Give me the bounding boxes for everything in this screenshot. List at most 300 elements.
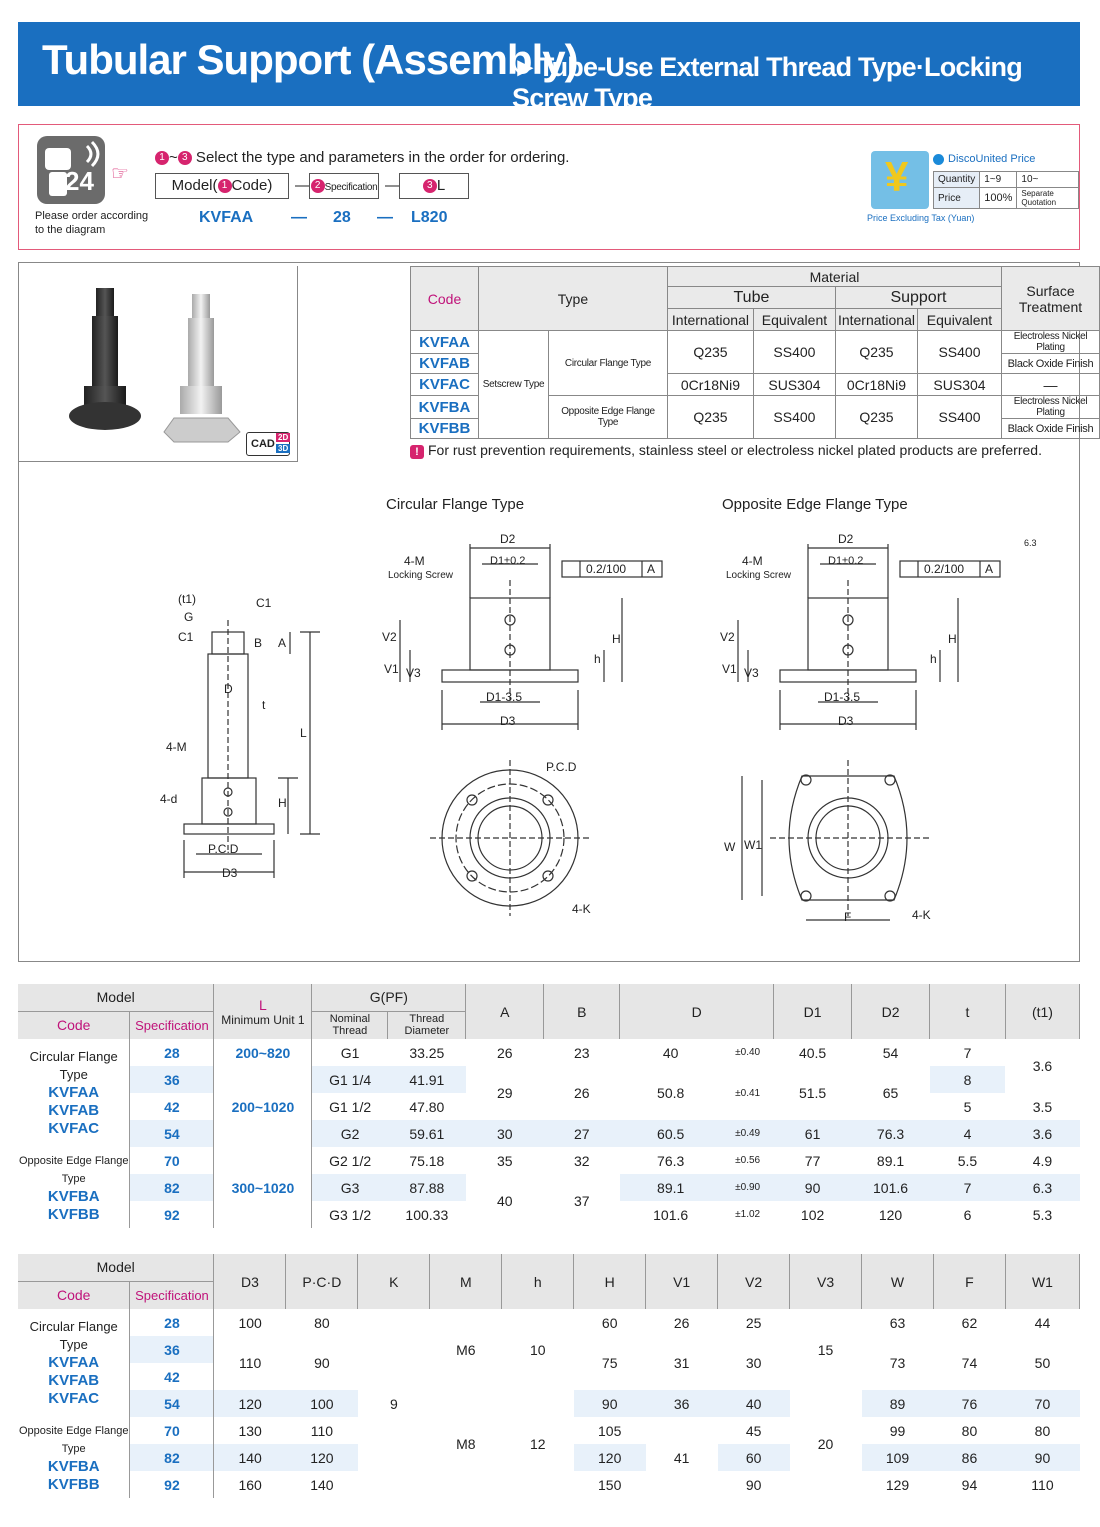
pointing-hand-icon: ☞ — [111, 163, 129, 185]
t-cell: 7 — [930, 1174, 1006, 1201]
l-range-cell: 300~1020 — [214, 1147, 312, 1228]
v2-cell: 60 — [718, 1444, 790, 1471]
th-k: K — [358, 1254, 430, 1309]
b-cell: 32 — [573, 1152, 590, 1169]
diameter-cell: 87.88 — [388, 1174, 466, 1201]
cad-3d: 3D — [278, 444, 289, 453]
mat-cell: SS400 — [918, 396, 1002, 439]
box1-prefix: Model( — [171, 177, 218, 194]
group-code: KVFBB — [47, 1475, 100, 1493]
spec-cell: 42 — [130, 1093, 214, 1120]
th-w: W — [862, 1254, 934, 1309]
label-4m-locking: 4-M — [404, 554, 425, 568]
label-v1: V1 — [384, 662, 399, 676]
th-d2: D2 — [852, 984, 930, 1039]
box3-label: L — [436, 177, 446, 194]
l-range-cell: 200~820 — [214, 1039, 312, 1066]
circular-type: Circular Flange Type — [549, 331, 668, 396]
example-dash-1: — — [291, 209, 307, 226]
b-cell: 27 — [544, 1120, 620, 1147]
th-m: M — [430, 1254, 502, 1309]
th-f: F — [933, 1254, 1005, 1309]
group-circular — [18, 1309, 130, 1417]
label-v2: V2 — [720, 630, 735, 644]
col-tube-equiv: Equivalent — [753, 309, 835, 331]
label-t1: (t1) — [178, 592, 196, 606]
w1-cell: 90 — [1005, 1444, 1079, 1471]
group-code: KVFAC — [48, 1390, 100, 1407]
col-code: Code — [411, 267, 479, 331]
d2-cell: 120 — [878, 1206, 903, 1223]
col-support-intl: International — [835, 309, 917, 331]
f-cell: 94 — [961, 1476, 978, 1493]
th-code: Code — [18, 1281, 130, 1309]
box1-num: 1 — [218, 179, 232, 193]
th-spec: Specification — [130, 1011, 214, 1039]
v1-cell: 41 — [673, 1449, 690, 1466]
order-note-line1: Please order according — [35, 210, 149, 222]
d3-cell: 100 — [238, 1314, 262, 1331]
mat-cell: 0Cr18Ni9 — [835, 374, 917, 396]
roughness-symbol: 6.3 — [1024, 538, 1037, 548]
w1-cell: 110 — [1031, 1476, 1054, 1493]
page-title: Tubular Support (Assembly) — [42, 36, 578, 83]
d-cell: 89.1 — [620, 1174, 722, 1201]
t1-cell: 4.9 — [1032, 1152, 1053, 1169]
mat-cell: SUS304 — [753, 374, 835, 396]
surface-cell: Black Oxide Finish — [1002, 419, 1100, 439]
label-datum: A — [985, 562, 994, 576]
d-cell: 101.6 — [653, 1206, 689, 1223]
h-cell: 60 — [601, 1314, 618, 1331]
range-sep: ~ — [169, 149, 178, 166]
h-small-cell: 12 — [502, 1390, 574, 1498]
d2-cell: 89.1 — [876, 1152, 905, 1169]
b-cell: 26 — [544, 1066, 620, 1120]
label-t: t — [262, 698, 266, 712]
th-nominal: Nominal Thread — [312, 1011, 388, 1039]
label-l: L — [300, 726, 307, 740]
label-h-small: h — [930, 652, 937, 666]
f-cell: 86 — [933, 1444, 1005, 1471]
th-diameter: Thread Diameter — [388, 1011, 466, 1039]
label-d1: D1±0.2 — [828, 555, 864, 567]
opposite-type: Opposite Edge Flange Type — [549, 396, 668, 439]
h-cell: 75 — [574, 1336, 646, 1390]
quantity-label: Quantity — [934, 172, 980, 188]
label-h-small: h — [594, 652, 601, 666]
col-material: Material — [667, 267, 1001, 287]
group-circular-label: Circular Flange Type — [29, 1319, 118, 1352]
label-locking-screw: Locking Screw — [726, 570, 792, 581]
th-t: t — [930, 984, 1006, 1039]
th-spec: Specification — [130, 1281, 214, 1309]
example-spec: 28 — [333, 209, 351, 226]
nominal-cell: G2 1/2 — [329, 1152, 372, 1169]
f-cell: 80 — [961, 1422, 978, 1439]
example-length: L820 — [411, 209, 448, 226]
t-cell: 5.5 — [957, 1152, 978, 1169]
mat-cell: Q235 — [667, 331, 753, 374]
dash-1: — — [295, 177, 310, 194]
group-code: KVFAA — [48, 1084, 100, 1101]
v3-cell: 20 — [790, 1390, 862, 1498]
group-code: KVFAC — [48, 1120, 100, 1137]
label-h: H — [612, 632, 621, 646]
w1-cell: 80 — [1034, 1422, 1051, 1439]
surface-cell: — — [1002, 374, 1100, 396]
label-d2: D2 — [500, 532, 516, 546]
diameter-cell: 33.25 — [409, 1044, 445, 1061]
d3-cell: 120 — [214, 1390, 286, 1417]
label-d1: D1±0.2 — [490, 555, 526, 567]
d2-cell: 101.6 — [852, 1174, 930, 1201]
example-dash-2: — — [377, 209, 393, 226]
th-v1: V1 — [646, 1254, 718, 1309]
spec-cell: 28 — [130, 1039, 214, 1066]
label-d: D — [224, 682, 233, 696]
w1-cell: 70 — [1005, 1390, 1079, 1417]
th-w1: W1 — [1005, 1254, 1079, 1309]
pcd-cell: 120 — [286, 1444, 358, 1471]
group-code: KVFBA — [47, 1457, 100, 1475]
w-cell: 129 — [885, 1476, 910, 1493]
label-v3: V3 — [406, 666, 421, 680]
diameter-cell: 47.80 — [409, 1098, 445, 1115]
example-code: KVFAA — [199, 209, 254, 226]
a-cell: 30 — [466, 1120, 544, 1147]
label-a: A — [278, 636, 287, 650]
pcd-cell: 140 — [310, 1476, 334, 1493]
w1-cell: 44 — [1034, 1314, 1051, 1331]
box2-label: Specification — [324, 182, 378, 193]
circular-drawing-title: Circular Flange Type — [386, 496, 525, 513]
label-4k: 4-K — [572, 902, 591, 916]
d-tol-cell: ±1.02 — [735, 1209, 761, 1220]
quantity-value: 1~9 — [980, 172, 1017, 188]
label-h: H — [278, 796, 287, 810]
code-cell: KVFAC — [411, 374, 479, 396]
t1-cell: 5.3 — [1032, 1206, 1053, 1223]
d3-cell: 110 — [214, 1336, 286, 1390]
d-cell: 76.3 — [657, 1152, 685, 1169]
t-cell: 7 — [963, 1044, 972, 1061]
label-pcd: P.C.D — [208, 842, 239, 856]
spec-cell: 36 — [130, 1066, 214, 1093]
label-b: B — [254, 636, 263, 650]
d2-cell: 76.3 — [852, 1120, 930, 1147]
page-subtitle: ►Tube-Use External Thread Type·Locking Screw Type — [512, 52, 1022, 113]
d-cell: 50.8 — [620, 1066, 722, 1120]
th-d: D — [620, 984, 774, 1039]
v2-cell: 45 — [745, 1422, 762, 1439]
warning-icon: ! — [410, 445, 424, 459]
col-surface-l2: Treatment — [1018, 298, 1083, 315]
b-cell: 37 — [544, 1174, 620, 1228]
label-c1: C1 — [178, 630, 194, 644]
d3-cell: 160 — [238, 1476, 262, 1493]
pcd-cell: 110 — [310, 1422, 334, 1439]
group-circular — [18, 1039, 130, 1147]
mat-cell: Q235 — [667, 396, 753, 439]
col-tube: Tube — [667, 287, 835, 309]
step-3-badge: 3 — [178, 151, 192, 165]
group-opposite — [18, 1147, 130, 1228]
col-type: Type — [479, 267, 668, 331]
t1-cell: 3.6 — [1032, 1058, 1053, 1074]
opposite-drawing-title: Opposite Edge Flange Type — [722, 496, 908, 513]
t1-cell: 3.5 — [1032, 1098, 1053, 1115]
spec-cell: 70 — [130, 1417, 214, 1444]
d2-cell: 65 — [852, 1066, 930, 1120]
col-surface-l1: Surface — [1026, 282, 1075, 299]
code-cell: KVFBA — [411, 396, 479, 419]
a-cell: 29 — [466, 1066, 544, 1120]
t-cell: 8 — [930, 1066, 1006, 1093]
d1-cell: 51.5 — [774, 1066, 852, 1120]
label-g: G — [184, 610, 194, 624]
spec-cell: 36 — [130, 1336, 214, 1363]
price-label: Price — [934, 188, 980, 209]
th-model: Model — [18, 1254, 214, 1281]
h-cell: 105 — [598, 1422, 622, 1439]
d1-cell: 61 — [774, 1120, 852, 1147]
a-cell: 35 — [497, 1152, 513, 1169]
instruction-text: Select the type and parameters in the order for ordering. — [191, 149, 570, 166]
mat-cell: Q235 — [835, 331, 917, 374]
d1-cell: 102 — [800, 1206, 825, 1223]
diameter-cell: 75.18 — [409, 1152, 445, 1169]
d3-cell: 140 — [214, 1444, 286, 1471]
th-d3: D3 — [214, 1254, 286, 1309]
m-cell: M6 — [456, 1341, 476, 1358]
group-code: KVFAA — [48, 1354, 100, 1371]
nominal-cell: G3 — [312, 1174, 388, 1201]
label-v3: V3 — [744, 666, 759, 680]
dimension-table-1 — [18, 984, 1080, 1228]
label-w: W — [724, 840, 736, 854]
phone-badge-text: 24 — [65, 166, 94, 196]
label-d3: D3 — [222, 866, 238, 880]
m-cell: M8 — [430, 1390, 502, 1498]
h-cell: 90 — [574, 1390, 646, 1417]
d1-cell: 77 — [804, 1152, 821, 1169]
label-4d: 4-d — [160, 792, 178, 806]
setscrew-type: Setscrew Type — [479, 331, 549, 439]
mat-cell: SUS304 — [918, 374, 1002, 396]
spec-cell: 54 — [130, 1390, 214, 1417]
l-range-cell: 200~1020 — [214, 1066, 312, 1147]
dash-2: — — [385, 177, 400, 194]
h-cell: 150 — [598, 1476, 622, 1493]
t-cell: 6 — [963, 1206, 972, 1223]
label-h: H — [948, 632, 957, 646]
nominal-cell: G1 1/2 — [329, 1098, 372, 1115]
col-support: Support — [835, 287, 1001, 309]
nominal-cell: G1 1/4 — [312, 1066, 388, 1093]
col-tube-intl: International — [667, 309, 753, 331]
v2-cell: 40 — [718, 1390, 790, 1417]
nominal-cell: G3 1/2 — [329, 1206, 372, 1223]
th-d1: D1 — [774, 984, 852, 1039]
price-note: Price Excluding Tax (Yuan) — [867, 213, 975, 223]
surface-cell: Electroless Nickel Plating — [1002, 331, 1100, 354]
w-cell: 109 — [862, 1444, 934, 1471]
price-title-text: DiscoUnited Price — [948, 153, 1036, 165]
th-l-min: Minimum Unit 1 — [221, 1012, 305, 1027]
w-cell: 73 — [862, 1336, 934, 1390]
label-v1: V1 — [722, 662, 737, 676]
price-value: 100% — [980, 188, 1017, 209]
step-1-badge: 1 — [155, 151, 169, 165]
diameter-cell: 41.91 — [388, 1066, 466, 1093]
rust-note-text: For rust prevention requirements, stainless steel or electroless nickel plated products are preferred. — [428, 442, 1042, 458]
w-cell: 99 — [889, 1422, 906, 1439]
surface-cell: Electroless Nickel Plating — [1002, 396, 1100, 419]
mat-cell: SS400 — [753, 396, 835, 439]
w-cell: 89 — [862, 1390, 934, 1417]
box1-suffix: Code) — [231, 177, 273, 194]
d-cell: 60.5 — [620, 1120, 722, 1147]
label-4m-locking: 4-M — [742, 554, 763, 568]
mat-cell: SS400 — [753, 331, 835, 374]
order-note-line2: to the diagram — [35, 224, 106, 236]
th-code: Code — [18, 1011, 130, 1039]
label-f: F — [844, 910, 852, 924]
f-cell: 76 — [933, 1390, 1005, 1417]
d-tol-cell: ±0.90 — [722, 1174, 774, 1201]
yen-symbol: ¥ — [885, 153, 909, 200]
h-cell: 120 — [574, 1444, 646, 1471]
label-d1-minus: D1-3.5 — [824, 690, 861, 704]
nominal-cell: G1 — [340, 1044, 360, 1061]
group-opposite-label: Opposite Edge Flange Type — [18, 1154, 129, 1185]
d-tol-cell: ±0.40 — [735, 1047, 761, 1058]
group-circular-label: Circular Flange Type — [29, 1049, 118, 1082]
label-4k: 4-K — [912, 908, 931, 922]
d-tol-cell: ±0.56 — [735, 1155, 761, 1166]
th-a: A — [466, 984, 544, 1039]
diameter-cell: 100.33 — [405, 1206, 449, 1223]
quantity-value: 10~ — [1017, 172, 1079, 188]
d1-cell: 40.5 — [798, 1044, 827, 1061]
th-t1: (t1) — [1005, 984, 1079, 1039]
label-locking-screw: Locking Screw — [388, 570, 454, 581]
w-cell: 63 — [889, 1314, 906, 1331]
label-tolerance: 0.2/100 — [924, 562, 965, 576]
box2-num: 2 — [311, 179, 325, 193]
th-h: H — [574, 1254, 646, 1309]
label-d3: D3 — [838, 714, 854, 728]
label-4m: 4-M — [166, 740, 187, 754]
group-code: KVFBA — [47, 1187, 100, 1205]
th-model: Model — [18, 984, 214, 1011]
label-d2: D2 — [838, 532, 854, 546]
v2-cell: 30 — [718, 1336, 790, 1390]
spec-cell: 42 — [130, 1363, 214, 1390]
t-cell: 5 — [963, 1098, 972, 1115]
h-small-cell: 10 — [529, 1341, 546, 1358]
pcd-cell: 80 — [314, 1314, 330, 1331]
label-c1: C1 — [256, 596, 272, 610]
mat-cell: Q235 — [835, 396, 917, 439]
mat-cell: 0Cr18Ni9 — [667, 374, 753, 396]
a-cell: 40 — [466, 1174, 544, 1228]
pcd-cell: 90 — [286, 1336, 358, 1390]
cad-2d: 2D — [278, 433, 289, 442]
spec-cell: 82 — [130, 1174, 214, 1201]
label-d3: D3 — [500, 714, 516, 728]
group-code: KVFAB — [48, 1372, 100, 1389]
k-cell: 9 — [389, 1395, 398, 1412]
a-cell: 26 — [497, 1044, 513, 1061]
v1-cell: 31 — [646, 1336, 718, 1390]
th-l — [214, 984, 312, 1039]
spec-cell: 28 — [130, 1309, 214, 1336]
th-g: G(PF) — [312, 984, 466, 1011]
label-d1-minus: D1-3.5 — [486, 690, 523, 704]
v2-cell: 90 — [745, 1476, 762, 1493]
box3-num: 3 — [423, 179, 437, 193]
v3-cell: 15 — [817, 1341, 834, 1358]
b-cell: 23 — [573, 1044, 590, 1061]
cad-label: CAD — [251, 438, 275, 450]
d3-cell: 130 — [238, 1422, 262, 1439]
dimension-table-2 — [18, 1254, 1080, 1498]
spec-cell: 54 — [130, 1120, 214, 1147]
col-support-equiv: Equivalent — [918, 309, 1002, 331]
surface-cell: Black Oxide Finish — [1002, 354, 1100, 374]
t1-cell: 3.6 — [1005, 1120, 1079, 1147]
pcd-cell: 100 — [286, 1390, 358, 1417]
spec-cell: 92 — [130, 1471, 214, 1498]
label-v2: V2 — [382, 630, 397, 644]
th-l-label: L — [259, 996, 267, 1013]
t1-cell: 6.3 — [1005, 1174, 1079, 1201]
t-cell: 4 — [930, 1120, 1006, 1147]
label-w1: W1 — [744, 838, 762, 852]
label-datum: A — [647, 562, 656, 576]
group-code: KVFBB — [47, 1205, 100, 1223]
price-value: Separate Quotation — [1017, 188, 1079, 209]
group-opposite — [18, 1417, 130, 1498]
label-pcd: P.C.D — [546, 760, 577, 774]
d-cell: 40 — [662, 1044, 679, 1061]
w1-cell: 50 — [1005, 1336, 1079, 1390]
th-pcd: P·C·D — [286, 1254, 358, 1309]
f-cell: 62 — [961, 1314, 978, 1331]
v1-cell: 36 — [646, 1390, 718, 1417]
mat-cell: SS400 — [918, 331, 1002, 374]
spec-cell: 82 — [130, 1444, 214, 1471]
diameter-cell: 59.61 — [388, 1120, 466, 1147]
th-v3: V3 — [790, 1254, 862, 1309]
d1-cell: 90 — [774, 1174, 852, 1201]
spec-cell: 92 — [130, 1201, 214, 1228]
group-code: KVFAB — [48, 1102, 100, 1119]
f-cell: 74 — [933, 1336, 1005, 1390]
code-cell: KVFAB — [411, 354, 479, 374]
code-cell: KVFBB — [411, 419, 479, 439]
group-opposite-label: Opposite Edge Flange Type — [18, 1424, 129, 1455]
d-tol-cell: ±0.41 — [722, 1066, 774, 1120]
th-h-small: h — [502, 1254, 574, 1309]
th-b: B — [544, 984, 620, 1039]
spec-cell: 70 — [130, 1147, 214, 1174]
d-tol-cell: ±0.49 — [722, 1120, 774, 1147]
th-v2: V2 — [718, 1254, 790, 1309]
label-tolerance: 0.2/100 — [586, 562, 627, 576]
